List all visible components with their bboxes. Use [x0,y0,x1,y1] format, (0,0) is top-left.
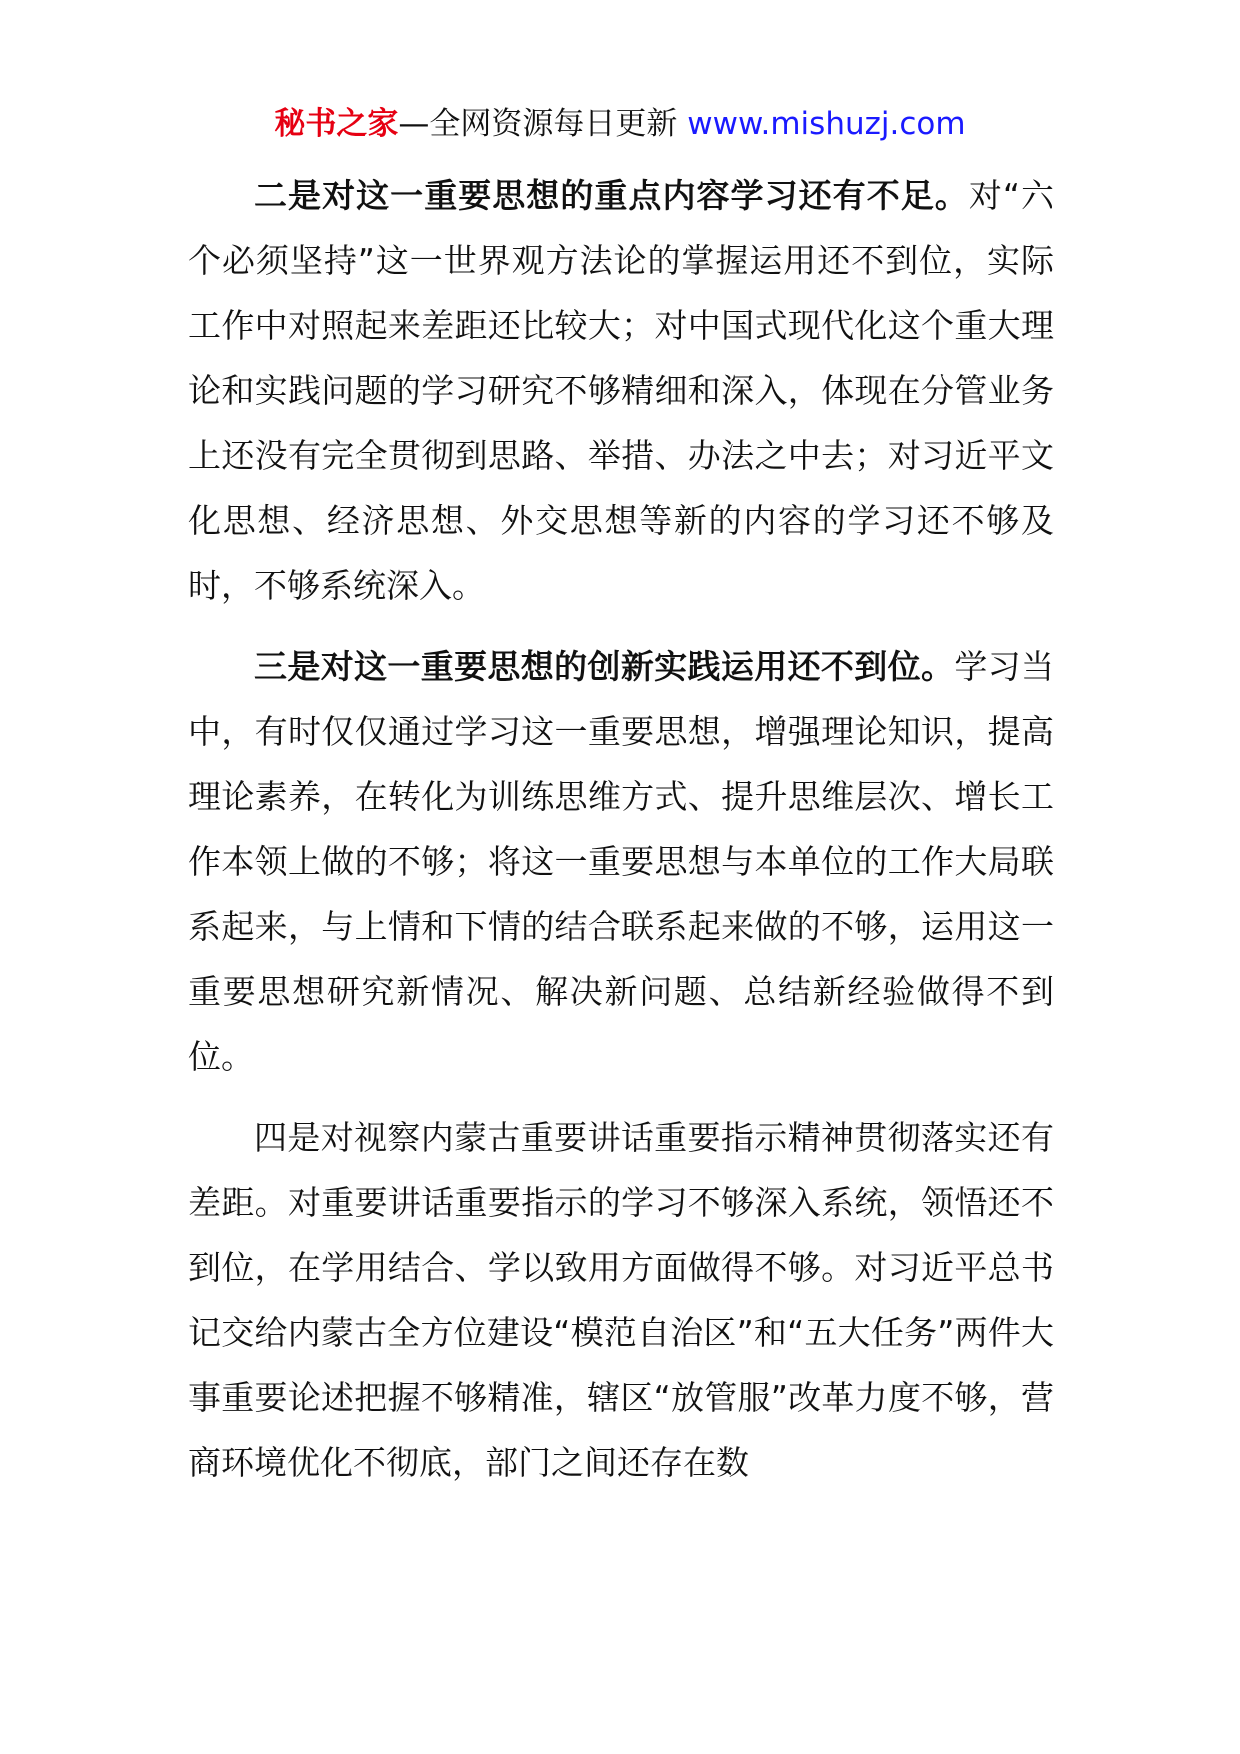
paragraph-lead: 二是对这一重要思想的重点内容学习还有不足。 [254,176,969,215]
header-brand: 秘书之家 [274,106,399,142]
header-tagline: —全网资源每日更新 [398,106,688,142]
paragraph-text: 对“六个必须坚持”这一世界观方法论的掌握运用还不到位，实际工作中对照起来差距还比较大；对中国式现代化这个重大理论和实践问题的学习研究不够精细和深入，体现在分管业务上还没有完全贯彻到思路、举措、办法之中去；对习近平文化思想、经济思想、外交思想等新的内容的学习还不够及时，不够系统深入。 [188,176,1055,605]
page-header [0,102,1240,146]
paragraph-lead: 三是对这一重要思想的创新实践运用还不到位。 [254,647,955,686]
paragraph-3 [188,634,1054,1089]
header-site-link[interactable]: www.mishuzj.com [687,106,966,142]
paragraph-text: 四是对视察内蒙古重要讲话重要指示精神贯彻落实还有差距。对重要讲话重要指示的学习不够深入系统，领悟还不到位，在学用结合、学以致用方面做得不够。对习近平总书记交给内蒙古全方位建设“模范自治区”和“五大任务”两件大事重要论述把握不够精准，辖区“放管服”改革力度不够，营商环境优化不彻底，部门之间还存在数 [188,1118,1054,1482]
paragraph-text: 学习当中，有时仅仅通过学习这一重要思想，增强理论知识，提高理论素养，在转化为训练思维方式、提升思维层次、增长工作本领上做的不够；将这一重要思想与本单位的工作大局联系起来，与上情和下情的结合联系起来做的不够，运用这一重要思想研究新情况、解决新问题、总结新经验做得不到位。 [188,647,1055,1076]
document-body [188,163,1054,1511]
paragraph-4 [188,1105,1054,1495]
paragraph-2 [188,163,1054,618]
